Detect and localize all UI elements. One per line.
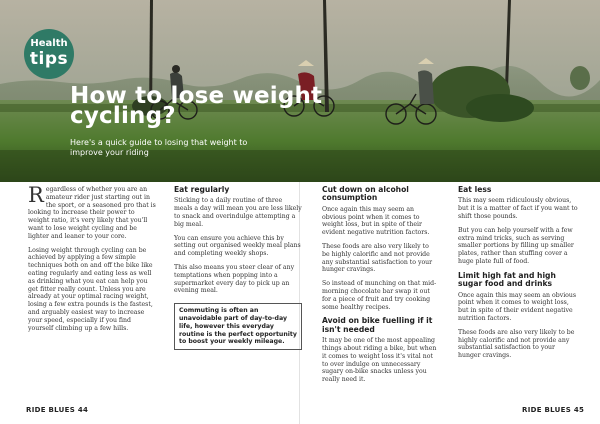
badge-line-1: Health — [30, 38, 68, 49]
section-heading: Cut down on alcohol consumption — [322, 185, 409, 203]
column-alcohol — [322, 186, 438, 390]
intro-paragraph — [28, 183, 156, 241]
body-paragraph: Losing weight through cycling can be achieved by applying a few simple techniques both on and off the bike like eating regularly and eating less as well as drinking what you eat can help you get fitter really count. Unless you are already at your optimal racing weight, losing a few extra pounds is the fastest, and arguably easiest way to increase your speed, especially if you find yourself climbing up a few hills. — [28, 246, 153, 332]
sub-heading: Avoid on bike fuelling if it isn't needed — [322, 316, 433, 334]
body-paragraph: It may be one of the most appealing things about riding a bike, but when it comes to weight loss it's vital not to over indulge on unnecessary sugary on-bike snacks unless you really need it. — [322, 337, 437, 384]
body-paragraph: Sticking to a daily routine of three meals a day will mean you are less likely to snack and overindulge attempting a big meal. — [174, 197, 302, 228]
body-paragraph: This also means you steer clear of any temptations when popping into a supermarket every day to pick up an evening meal. — [174, 263, 295, 295]
drop-cap: R — [28, 183, 44, 207]
column-eat-regularly — [174, 186, 302, 350]
column-eat-less — [458, 186, 578, 366]
section-heading: Eat regularly — [174, 185, 230, 194]
section-heading: Eat less — [458, 185, 492, 194]
section-heading: Limit high fat and high sugar food and drinks — [458, 270, 556, 289]
badge-line-2: tips — [29, 49, 69, 69]
body-paragraph: These foods are also very likely to be highly calorific and not provide any substantial satisfaction to your hunger cravings. — [458, 328, 575, 360]
pull-quote-box: Commuting is often an unavoidable part of day-to-day life, however this everyday routine is the perfect opportunity to boost your weekly mileage. — [174, 303, 302, 350]
headline: How to lose weight cycling? — [70, 83, 323, 129]
body-paragraph: But you can help yourself with a few extra mind tricks, such as serving smaller portions by filling up smaller plates, rather than stuffing cover a huge plate full of food. — [458, 226, 574, 265]
folio-right: RIDE BLUES 45 — [522, 406, 585, 414]
body-paragraph: Once again this may seem an obvious point when it comes to weight loss, but in spite of their evident negative nutrition factors. — [458, 291, 577, 322]
body-paragraph: So instead of munching on that mid-morning chocolate bar swap it out for a piece of fruit and try cooking some healthy recipes. — [322, 280, 437, 311]
body-paragraph: These foods are also very likely to be highly calorific and not provide any substantial satisfaction to your hunger cravings. — [322, 243, 433, 274]
standfirst: Here's a quick guide to losing that weight to improve your riding — [70, 138, 248, 157]
folio-left: RIDE BLUES 44 — [26, 406, 89, 414]
intro-text: egardless of whether you are an amateur rider just starting out in the sport, or a seasoned pro that is looking to increase their power to weight ratio, it's very likely that you'll want to lose weight cycling and be lighter and leaner to your core. — [28, 186, 156, 240]
body-paragraph: This may seem ridiculously obvious, but it is a matter of fact if you want to shift those pounds. — [458, 197, 578, 220]
health-tips-badge — [24, 29, 74, 79]
body-paragraph: You can ensure you achieve this by setting out organised weekly meal plans and completing weekly shops. — [174, 234, 301, 258]
column-intro — [28, 183, 156, 338]
body-paragraph: Once again this may seem an obvious point when it comes to weight loss, but in spite of their evident negative nutrition factors. — [322, 205, 430, 237]
